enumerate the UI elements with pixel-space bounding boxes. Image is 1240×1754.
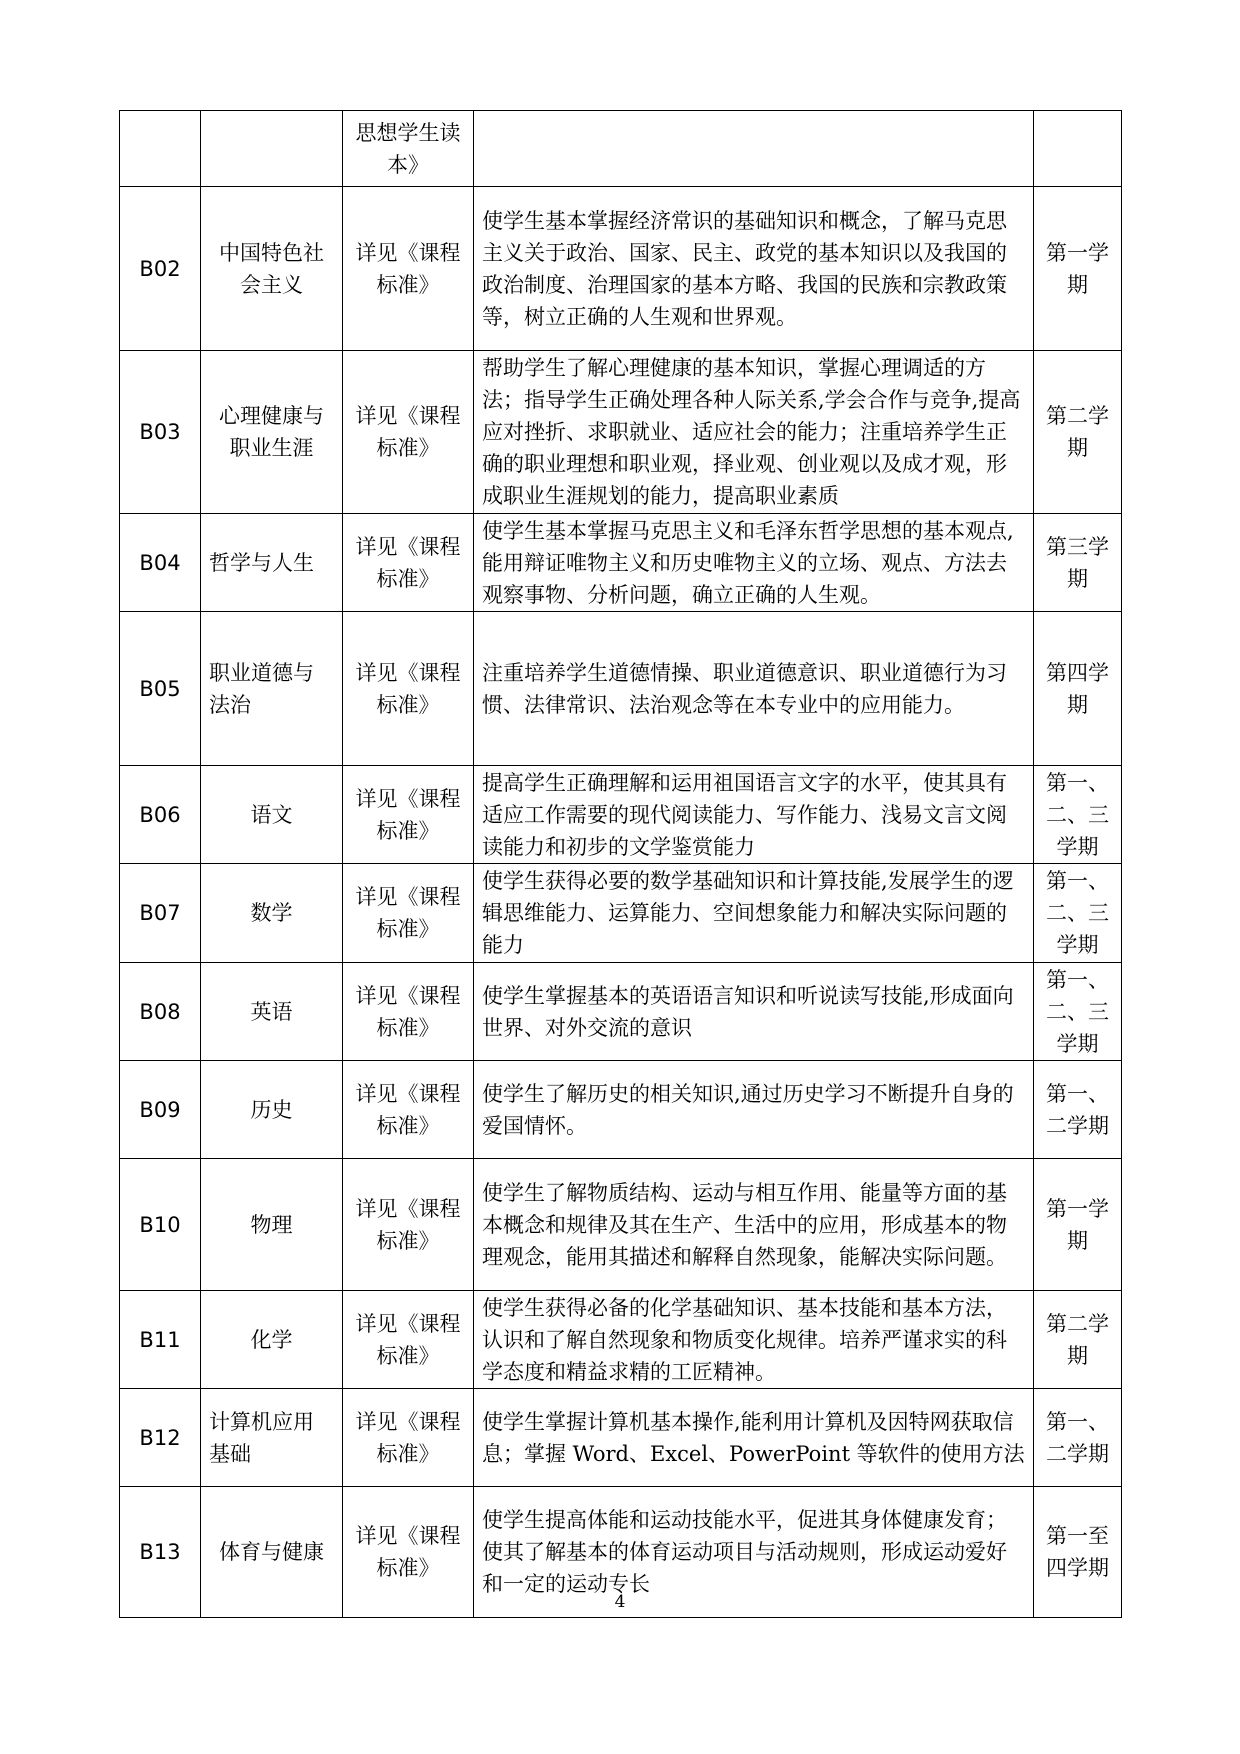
course-description-cell: 使学生获得必备的化学基础知识、基本技能和基本方法，认识和了解自然现象和物质变化规律。培养严谨求实的科学态度和精益求精的工匠精神。	[474, 1291, 1034, 1389]
course-term-cell: 第一、二学期	[1034, 1061, 1122, 1159]
course-term-cell: 第一、二、三学期	[1034, 766, 1122, 864]
course-table	[119, 110, 1122, 1618]
course-standard-cell: 详见《课程标准》	[343, 766, 474, 864]
course-description-cell: 使学生获得必要的数学基础知识和计算技能,发展学生的逻辑思维能力、运算能力、空间想象能力和解决实际问题的能力	[474, 864, 1034, 963]
course-name-cell: 数学	[201, 864, 343, 963]
course-standard-cell: 详见《课程标准》	[343, 963, 474, 1061]
course-term-cell: 第一、二、三学期	[1034, 864, 1122, 963]
course-term-cell: 第四学期	[1034, 612, 1122, 766]
course-code-cell: B04	[120, 514, 201, 612]
course-description-cell: 注重培养学生道德情操、职业道德意识、职业道德行为习惯、法律常识、法治观念等在本专业中的应用能力。	[474, 612, 1034, 766]
page-number: 4	[614, 1592, 626, 1612]
course-standard-cell: 详见《课程标准》	[343, 1487, 474, 1618]
course-name-cell: 心理健康与职业生涯	[201, 351, 343, 514]
table-row	[120, 351, 1122, 514]
table-row	[120, 1061, 1122, 1159]
table-row	[120, 187, 1122, 351]
course-name-cell: 计算机应用基础	[201, 1389, 343, 1487]
course-name-cell: 体育与健康	[201, 1487, 343, 1618]
course-code-cell	[120, 111, 201, 187]
course-term-cell: 第二学期	[1034, 1291, 1122, 1389]
table-row	[120, 1291, 1122, 1389]
course-description-cell: 使学生提高体能和运动技能水平，促进其身体健康发育；使其了解基本的体育运动项目与活动规则，形成运动爱好和一定的运动专长	[474, 1487, 1034, 1618]
course-name-cell: 历史	[201, 1061, 343, 1159]
course-standard-cell: 思想学生读本》	[343, 111, 474, 187]
course-name-cell: 语文	[201, 766, 343, 864]
course-name-cell: 英语	[201, 963, 343, 1061]
course-term-cell: 第一、二、三学期	[1034, 963, 1122, 1061]
course-name-cell: 化学	[201, 1291, 343, 1389]
course-standard-cell: 详见《课程标准》	[343, 187, 474, 351]
table-row	[120, 1159, 1122, 1291]
course-description-cell	[474, 111, 1034, 187]
course-name-cell: 职业道德与法治	[201, 612, 343, 766]
course-description-cell: 使学生基本掌握经济常识的基础知识和概念，了解马克思主义关于政治、国家、民主、政党的基本知识以及我国的政治制度、治理国家的基本方略、我国的民族和宗教政策等，树立正确的人生观和世界观。	[474, 187, 1034, 351]
table-row	[120, 963, 1122, 1061]
course-standard-cell: 详见《课程标准》	[343, 1061, 474, 1159]
course-standard-cell: 详见《课程标准》	[343, 351, 474, 514]
table-row	[120, 766, 1122, 864]
course-term-cell: 第二学期	[1034, 351, 1122, 514]
course-standard-cell: 详见《课程标准》	[343, 1389, 474, 1487]
table-row	[120, 514, 1122, 612]
course-description-cell: 使学生掌握基本的英语语言知识和听说读写技能,形成面向世界、对外交流的意识	[474, 963, 1034, 1061]
course-term-cell: 第三学期	[1034, 514, 1122, 612]
course-standard-cell: 详见《课程标准》	[343, 1159, 474, 1291]
course-description-cell: 帮助学生了解心理健康的基本知识，掌握心理调适的方法；指导学生正确处理各种人际关系,学会合作与竞争,提高应对挫折、求职就业、适应社会的能力；注重培养学生正确的职业理想和职业观，择业观、创业观以及成才观，形成职业生涯规划的能力，提高职业素质	[474, 351, 1034, 514]
course-standard-cell: 详见《课程标准》	[343, 514, 474, 612]
course-standard-cell: 详见《课程标准》	[343, 864, 474, 963]
course-standard-cell: 详见《课程标准》	[343, 612, 474, 766]
table-row-continued	[120, 111, 1122, 187]
course-description-cell: 提高学生正确理解和运用祖国语言文字的水平，使其具有适应工作需要的现代阅读能力、写作能力、浅易文言文阅读能力和初步的文学鉴赏能力	[474, 766, 1034, 864]
course-description-cell: 使学生了解物质结构、运动与相互作用、能量等方面的基本概念和规律及其在生产、生活中的应用，形成基本的物理观念，能用其描述和解释自然现象，能解决实际问题。	[474, 1159, 1034, 1291]
course-name-cell: 中国特色社会主义	[201, 187, 343, 351]
course-code-cell: B07	[120, 864, 201, 963]
table-row	[120, 612, 1122, 766]
course-code-cell: B05	[120, 612, 201, 766]
course-code-cell: B02	[120, 187, 201, 351]
table-row	[120, 1389, 1122, 1487]
course-name-cell: 哲学与人生	[201, 514, 343, 612]
course-code-cell: B09	[120, 1061, 201, 1159]
course-standard-cell: 详见《课程标准》	[343, 1291, 474, 1389]
course-description-cell: 使学生掌握计算机基本操作,能利用计算机及因特网获取信息；掌握 Word、Excel、PowerPoint 等软件的使用方法	[474, 1389, 1034, 1487]
course-description-cell: 使学生了解历史的相关知识,通过历史学习不断提升自身的爱国情怀。	[474, 1061, 1034, 1159]
course-code-cell: B08	[120, 963, 201, 1061]
course-code-cell: B06	[120, 766, 201, 864]
course-code-cell: B03	[120, 351, 201, 514]
course-code-cell: B12	[120, 1389, 201, 1487]
course-term-cell: 第一、二学期	[1034, 1389, 1122, 1487]
course-term-cell: 第一学期	[1034, 187, 1122, 351]
course-term-cell: 第一学期	[1034, 1159, 1122, 1291]
table-row	[120, 864, 1122, 963]
course-description-cell: 使学生基本掌握马克思主义和毛泽东哲学思想的基本观点,能用辩证唯物主义和历史唯物主义的立场、观点、方法去观察事物、分析问题，确立正确的人生观。	[474, 514, 1034, 612]
course-term-cell	[1034, 111, 1122, 187]
course-code-cell: B10	[120, 1159, 201, 1291]
course-code-cell: B13	[120, 1487, 201, 1618]
course-name-cell	[201, 111, 343, 187]
course-code-cell: B11	[120, 1291, 201, 1389]
course-term-cell: 第一至四学期	[1034, 1487, 1122, 1618]
course-name-cell: 物理	[201, 1159, 343, 1291]
